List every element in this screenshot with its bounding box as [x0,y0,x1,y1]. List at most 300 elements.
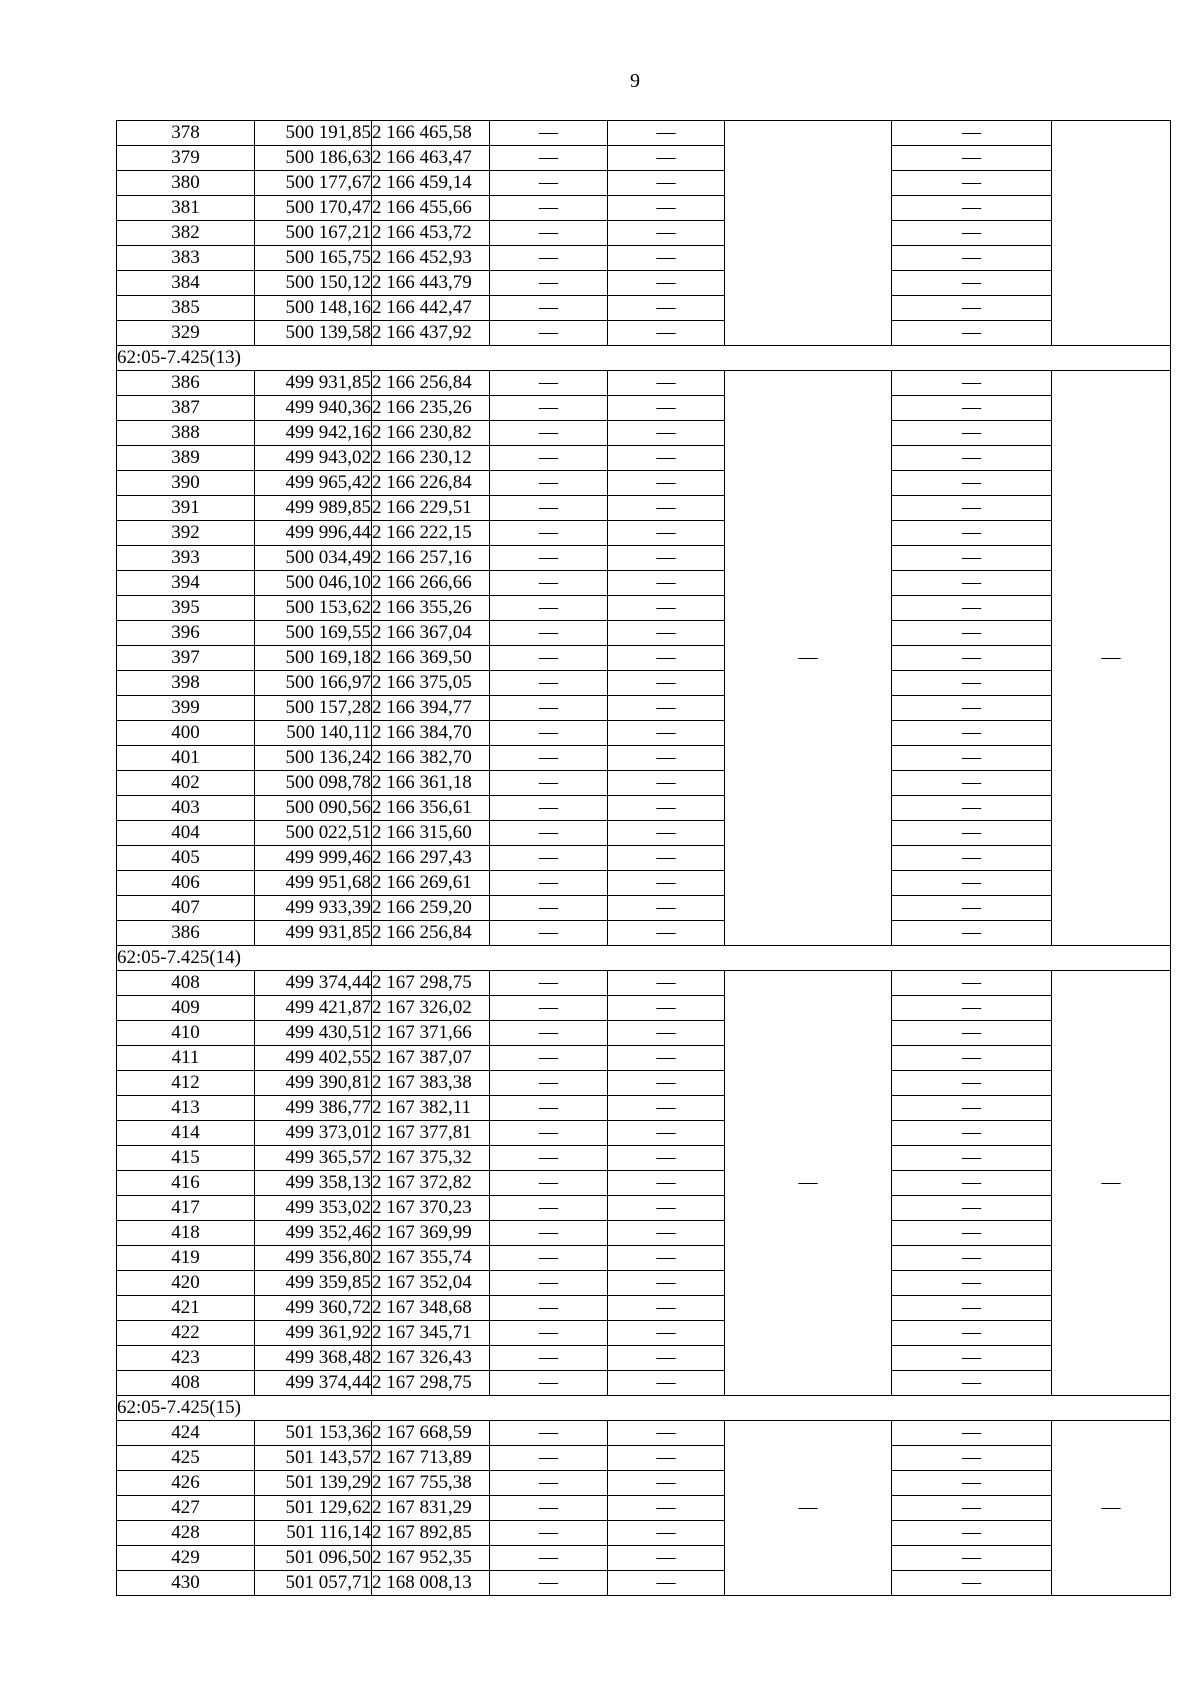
dash-cell: — [490,121,608,146]
point-number-cell: 381 [117,196,255,221]
point-number-cell: 425 [117,1446,255,1471]
point-number-cell: 426 [117,1471,255,1496]
dash-cell: — [490,721,608,746]
x-coordinate-cell: 499 359,85 [255,1271,372,1296]
table-row [117,1546,1171,1571]
y-coordinate-cell: 2 167 375,32 [372,1146,490,1171]
y-coordinate-cell: 2 166 297,43 [372,846,490,871]
table-row [117,1421,1171,1446]
dash-cell: — [490,1571,608,1596]
dash-cell: — [608,796,725,821]
table-row [117,1571,1171,1596]
y-coordinate-cell: 2 166 256,84 [372,371,490,396]
x-coordinate-cell: 500 153,62 [255,596,372,621]
y-coordinate-cell: 2 166 443,79 [372,271,490,296]
point-number-cell: 385 [117,296,255,321]
x-coordinate-cell: 499 373,01 [255,1121,372,1146]
dash-cell: — [490,571,608,596]
x-coordinate-cell: 499 360,72 [255,1296,372,1321]
dash-cell: — [608,446,725,471]
y-coordinate-cell: 2 166 367,04 [372,621,490,646]
dash-cell: — [608,696,725,721]
table-row [117,671,1171,696]
table-row [117,146,1171,171]
dash-cell: — [608,871,725,896]
dash-cell: — [892,1096,1052,1121]
point-number-cell: 408 [117,971,255,996]
point-number-cell: 388 [117,421,255,446]
dash-cell: — [892,1046,1052,1071]
y-coordinate-cell: 2 166 266,66 [372,571,490,596]
point-number-cell: 404 [117,821,255,846]
dash-cell: — [608,1296,725,1321]
dash-cell: — [892,1221,1052,1246]
y-coordinate-cell: 2 166 222,15 [372,521,490,546]
y-coordinate-cell: 2 166 235,26 [372,396,490,421]
dash-cell: — [490,471,608,496]
dash-cell: — [608,121,725,146]
dash-cell: — [608,371,725,396]
y-coordinate-cell: 2 167 668,59 [372,1421,490,1446]
dash-cell: — [892,1571,1052,1596]
table-row [117,971,1171,996]
dash-cell: — [490,1521,608,1546]
dash-cell: — [892,1346,1052,1371]
table-row [117,1171,1171,1196]
x-coordinate-cell: 499 353,02 [255,1196,372,1221]
dash-cell: — [490,371,608,396]
table-row [117,596,1171,621]
dash-cell: — [490,171,608,196]
y-coordinate-cell: 2 166 257,16 [372,546,490,571]
point-number-cell: 392 [117,521,255,546]
dash-cell: — [490,271,608,296]
dash-cell: — [490,971,608,996]
dash-cell: — [608,596,725,621]
x-coordinate-cell: 500 170,47 [255,196,372,221]
dash-cell: — [490,1471,608,1496]
point-number-cell: 423 [117,1346,255,1371]
table-row [117,921,1171,946]
y-coordinate-cell: 2 167 370,23 [372,1196,490,1221]
dash-cell: — [892,996,1052,1021]
x-coordinate-cell: 500 090,56 [255,796,372,821]
y-coordinate-cell: 2 167 298,75 [372,1371,490,1396]
table-row [117,571,1171,596]
dash-cell: — [608,221,725,246]
point-number-cell: 413 [117,1096,255,1121]
merged-method-cell: — [725,971,892,1396]
y-coordinate-cell: 2 166 459,14 [372,171,490,196]
dash-cell: — [892,196,1052,221]
table-row [117,771,1171,796]
table-row [117,521,1171,546]
point-number-cell: 412 [117,1071,255,1096]
y-coordinate-cell: 2 167 372,82 [372,1171,490,1196]
dash-cell: — [608,996,725,1021]
dash-cell: — [490,696,608,721]
dash-cell: — [892,546,1052,571]
x-coordinate-cell: 500 136,24 [255,746,372,771]
table-row [117,396,1171,421]
dash-cell: — [608,1171,725,1196]
dash-cell: — [490,296,608,321]
dash-cell: — [892,446,1052,471]
point-number-cell: 329 [117,321,255,346]
x-coordinate-cell: 499 430,51 [255,1021,372,1046]
point-number-cell: 427 [117,1496,255,1521]
dash-cell: — [892,1496,1052,1521]
dash-cell: — [608,1021,725,1046]
dash-cell: — [608,646,725,671]
y-coordinate-cell: 2 167 713,89 [372,1446,490,1471]
dash-cell: — [490,521,608,546]
dash-cell: — [892,771,1052,796]
dash-cell: — [490,646,608,671]
table-row [117,1146,1171,1171]
table-row [117,1446,1171,1471]
y-coordinate-cell: 2 167 345,71 [372,1321,490,1346]
dash-cell: — [490,1296,608,1321]
dash-cell: — [892,521,1052,546]
x-coordinate-cell: 500 177,67 [255,171,372,196]
dash-cell: — [608,1246,725,1271]
x-coordinate-cell: 500 186,63 [255,146,372,171]
dash-cell: — [490,896,608,921]
dash-cell: — [608,1096,725,1121]
y-coordinate-cell: 2 166 442,47 [372,296,490,321]
dash-cell: — [608,521,725,546]
dash-cell: — [490,1096,608,1121]
dash-cell: — [490,1346,608,1371]
x-coordinate-cell: 500 140,11 [255,721,372,746]
dash-cell: — [490,1321,608,1346]
dash-cell: — [608,296,725,321]
dash-cell: — [490,671,608,696]
point-number-cell: 402 [117,771,255,796]
dash-cell: — [490,796,608,821]
y-coordinate-cell: 2 166 455,66 [372,196,490,221]
dash-cell: — [892,1246,1052,1271]
x-coordinate-cell: 499 374,44 [255,971,372,996]
table-row [117,1271,1171,1296]
dash-cell: — [608,1046,725,1071]
point-number-cell: 418 [117,1221,255,1246]
table-row [117,1496,1171,1521]
dash-cell: — [490,1171,608,1196]
point-number-cell: 398 [117,671,255,696]
x-coordinate-cell: 501 139,29 [255,1471,372,1496]
y-coordinate-cell: 2 166 437,92 [372,321,490,346]
dash-cell: — [490,1021,608,1046]
point-number-cell: 410 [117,1021,255,1046]
point-number-cell: 378 [117,121,255,146]
y-coordinate-cell: 2 166 369,50 [372,646,490,671]
section-header-row [117,946,1171,971]
dash-cell: — [892,1146,1052,1171]
dash-cell: — [892,796,1052,821]
y-coordinate-cell: 2 167 326,43 [372,1346,490,1371]
x-coordinate-cell: 500 167,21 [255,221,372,246]
dash-cell: — [892,1546,1052,1571]
x-coordinate-cell: 501 153,36 [255,1421,372,1446]
y-coordinate-cell: 2 166 230,82 [372,421,490,446]
table-row [117,171,1171,196]
table-row [117,221,1171,246]
table-row [117,496,1171,521]
point-number-cell: 419 [117,1246,255,1271]
y-coordinate-cell: 2 166 259,20 [372,896,490,921]
y-coordinate-cell: 2 167 892,85 [372,1521,490,1546]
y-coordinate-cell: 2 166 226,84 [372,471,490,496]
point-number-cell: 397 [117,646,255,671]
dash-cell: — [608,1546,725,1571]
x-coordinate-cell: 500 046,10 [255,571,372,596]
x-coordinate-cell: 500 166,97 [255,671,372,696]
y-coordinate-cell: 2 167 348,68 [372,1296,490,1321]
dash-cell: — [892,1296,1052,1321]
x-coordinate-cell: 499 942,16 [255,421,372,446]
dash-cell: — [490,871,608,896]
table-row [117,621,1171,646]
dash-cell: — [892,1421,1052,1446]
point-number-cell: 405 [117,846,255,871]
dash-cell: — [608,271,725,296]
dash-cell: — [490,1446,608,1471]
point-number-cell: 400 [117,721,255,746]
x-coordinate-cell: 499 933,39 [255,896,372,921]
dash-cell: — [608,1571,725,1596]
dash-cell: — [892,1521,1052,1546]
point-number-cell: 420 [117,1271,255,1296]
table-row [117,1071,1171,1096]
table-row [117,1296,1171,1321]
x-coordinate-cell: 499 421,87 [255,996,372,1021]
point-number-cell: 429 [117,1546,255,1571]
dash-cell: — [490,1546,608,1571]
x-coordinate-cell: 501 096,50 [255,1546,372,1571]
dash-cell: — [892,1196,1052,1221]
y-coordinate-cell: 2 168 008,13 [372,1571,490,1596]
dash-cell: — [892,421,1052,446]
dash-cell: — [892,296,1052,321]
page-number: 9 [630,70,640,92]
point-number-cell: 421 [117,1296,255,1321]
x-coordinate-cell: 499 951,68 [255,871,372,896]
x-coordinate-cell: 501 116,14 [255,1521,372,1546]
table-row [117,271,1171,296]
point-number-cell: 407 [117,896,255,921]
dash-cell: — [490,771,608,796]
dash-cell: — [608,546,725,571]
coordinates-table-body [117,121,1171,1596]
dash-cell: — [892,1071,1052,1096]
point-number-cell: 416 [117,1171,255,1196]
dash-cell: — [608,921,725,946]
dash-cell: — [608,321,725,346]
dash-cell: — [608,846,725,871]
dash-cell: — [608,1521,725,1546]
table-row [117,296,1171,321]
dash-cell: — [892,846,1052,871]
table-row [117,371,1171,396]
y-coordinate-cell: 2 166 452,93 [372,246,490,271]
y-coordinate-cell: 2 167 355,74 [372,1246,490,1271]
dash-cell: — [608,621,725,646]
dash-cell: — [490,396,608,421]
section-title: 62:05-7.425(14) [117,946,1171,971]
x-coordinate-cell: 500 098,78 [255,771,372,796]
y-coordinate-cell: 2 166 361,18 [372,771,490,796]
y-coordinate-cell: 2 166 375,05 [372,671,490,696]
point-number-cell: 384 [117,271,255,296]
x-coordinate-cell: 499 931,85 [255,371,372,396]
dash-cell: — [490,1246,608,1271]
dash-cell: — [892,746,1052,771]
dash-cell: — [892,871,1052,896]
point-number-cell: 403 [117,796,255,821]
point-number-cell: 417 [117,1196,255,1221]
x-coordinate-cell: 499 365,57 [255,1146,372,1171]
dash-cell: — [892,1446,1052,1471]
table-row [117,1196,1171,1221]
dash-cell: — [490,546,608,571]
table-row [117,421,1171,446]
dash-cell: — [490,146,608,171]
dash-cell: — [608,1421,725,1446]
table-row [117,1371,1171,1396]
y-coordinate-cell: 2 167 371,66 [372,1021,490,1046]
point-number-cell: 391 [117,496,255,521]
table-row [117,1046,1171,1071]
x-coordinate-cell: 499 402,55 [255,1046,372,1071]
dash-cell: — [490,496,608,521]
dash-cell: — [608,246,725,271]
y-coordinate-cell: 2 167 377,81 [372,1121,490,1146]
point-number-cell: 422 [117,1321,255,1346]
dash-cell: — [892,646,1052,671]
x-coordinate-cell: 500 034,49 [255,546,372,571]
y-coordinate-cell: 2 166 453,72 [372,221,490,246]
point-number-cell: 396 [117,621,255,646]
dash-cell: — [892,721,1052,746]
dash-cell: — [608,421,725,446]
x-coordinate-cell: 500 139,58 [255,321,372,346]
dash-cell: — [892,921,1052,946]
y-coordinate-cell: 2 167 352,04 [372,1271,490,1296]
dash-cell: — [892,171,1052,196]
dash-cell: — [608,1071,725,1096]
dash-cell: — [892,896,1052,921]
table-row [117,1246,1171,1271]
dash-cell: — [608,971,725,996]
y-coordinate-cell: 2 166 394,77 [372,696,490,721]
table-row [117,446,1171,471]
dash-cell: — [490,321,608,346]
dash-cell: — [892,221,1052,246]
y-coordinate-cell: 2 167 952,35 [372,1546,490,1571]
x-coordinate-cell: 501 129,62 [255,1496,372,1521]
x-coordinate-cell: 499 965,42 [255,471,372,496]
x-coordinate-cell: 499 390,81 [255,1071,372,1096]
point-number-cell: 394 [117,571,255,596]
table-row [117,646,1171,671]
point-number-cell: 390 [117,471,255,496]
coordinates-table [116,120,1171,1596]
dash-cell: — [608,1321,725,1346]
dash-cell: — [892,471,1052,496]
table-row [117,796,1171,821]
y-coordinate-cell: 2 166 356,61 [372,796,490,821]
x-coordinate-cell: 500 169,55 [255,621,372,646]
dash-cell: — [490,446,608,471]
dash-cell: — [892,571,1052,596]
x-coordinate-cell: 499 989,85 [255,496,372,521]
x-coordinate-cell: 499 940,36 [255,396,372,421]
y-coordinate-cell: 2 167 831,29 [372,1496,490,1521]
y-coordinate-cell: 2 166 384,70 [372,721,490,746]
dash-cell: — [608,721,725,746]
dash-cell: — [490,1121,608,1146]
merged-method-cell: — [725,1421,892,1596]
dash-cell: — [608,1221,725,1246]
dash-cell: — [490,1496,608,1521]
point-number-cell: 406 [117,871,255,896]
point-number-cell: 428 [117,1521,255,1546]
merged-description-cell: — [1052,971,1171,1396]
table-row [117,1121,1171,1146]
y-coordinate-cell: 2 166 230,12 [372,446,490,471]
point-number-cell: 401 [117,746,255,771]
y-coordinate-cell: 2 167 382,11 [372,1096,490,1121]
table-row [117,1521,1171,1546]
section-header-row [117,1396,1171,1421]
x-coordinate-cell: 500 148,16 [255,296,372,321]
point-number-cell: 414 [117,1121,255,1146]
x-coordinate-cell: 500 165,75 [255,246,372,271]
point-number-cell: 399 [117,696,255,721]
dash-cell: — [490,1046,608,1071]
dash-cell: — [892,496,1052,521]
point-number-cell: 409 [117,996,255,1021]
table-row [117,1096,1171,1121]
dash-cell: — [892,1271,1052,1296]
y-coordinate-cell: 2 167 387,07 [372,1046,490,1071]
dash-cell: — [608,1146,725,1171]
table-row [117,1321,1171,1346]
x-coordinate-cell: 499 931,85 [255,921,372,946]
dash-cell: — [608,1446,725,1471]
dash-cell: — [608,771,725,796]
x-coordinate-cell: 499 368,48 [255,1346,372,1371]
dash-cell: — [892,1321,1052,1346]
dash-cell: — [490,1221,608,1246]
dash-cell: — [608,1121,725,1146]
y-coordinate-cell: 2 167 369,99 [372,1221,490,1246]
point-number-cell: 424 [117,1421,255,1446]
dash-cell: — [490,246,608,271]
dash-cell: — [892,1471,1052,1496]
dash-cell: — [608,471,725,496]
y-coordinate-cell: 2 167 326,02 [372,996,490,1021]
x-coordinate-cell: 499 999,46 [255,846,372,871]
x-coordinate-cell: 500 157,28 [255,696,372,721]
x-coordinate-cell: 500 022,51 [255,821,372,846]
point-number-cell: 382 [117,221,255,246]
x-coordinate-cell: 499 996,44 [255,521,372,546]
x-coordinate-cell: 501 143,57 [255,1446,372,1471]
x-coordinate-cell: 499 386,77 [255,1096,372,1121]
